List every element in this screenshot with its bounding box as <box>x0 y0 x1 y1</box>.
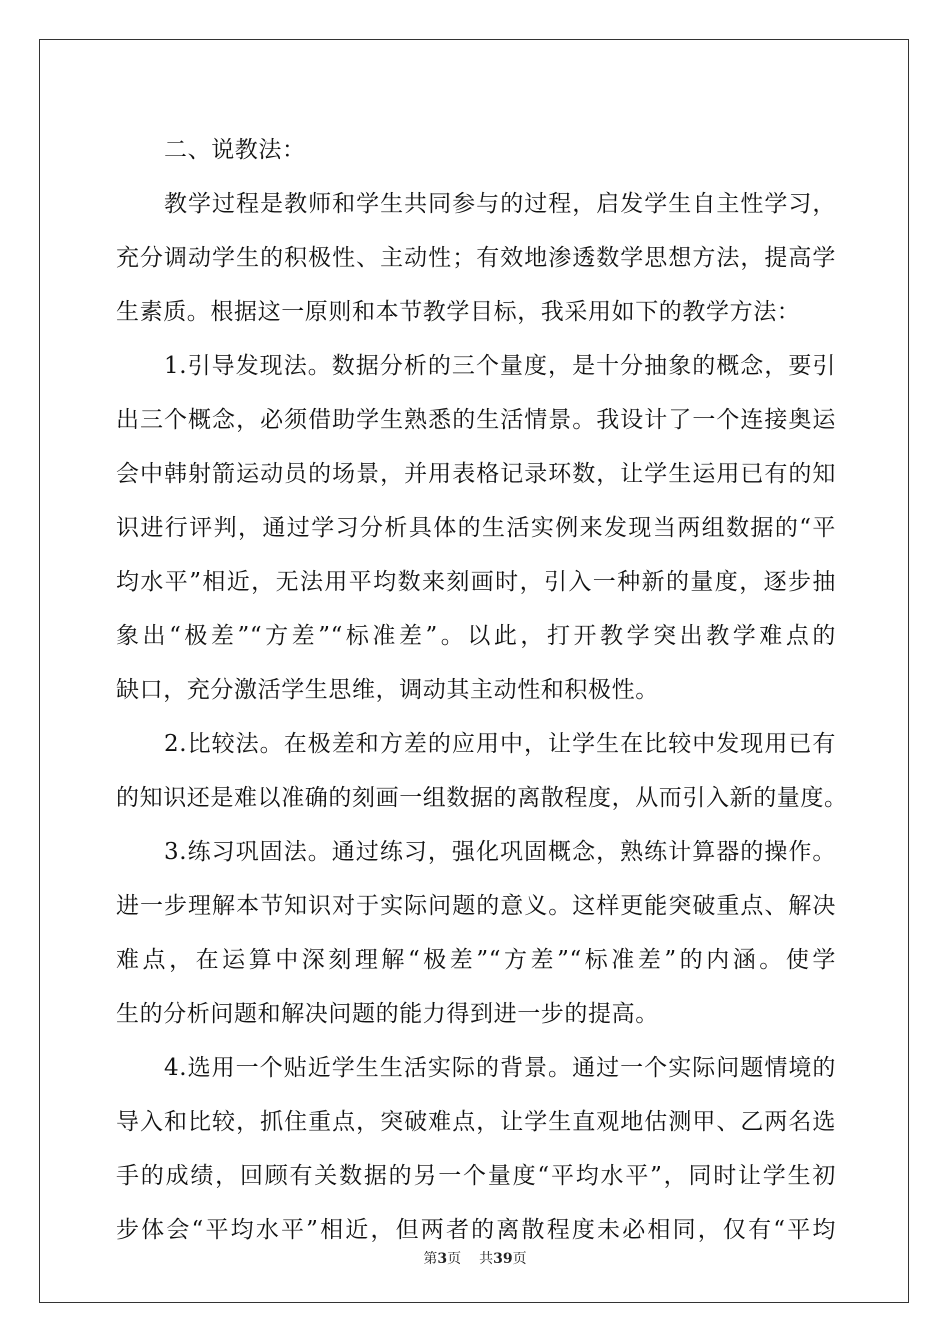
paragraph-line: 步体会“平均水平”相近，但两者的离散程度未必相同，仅有“平均 <box>116 1217 836 1243</box>
section-heading: 二、说教法： <box>164 137 306 163</box>
paragraph-line: 象出“极差”“方差”“标准差”。以此，打开教学突出教学难点的 <box>116 623 836 649</box>
paragraph-line: 生的分析问题和解决问题的能力得到进一步的提高。 <box>116 1001 659 1027</box>
paragraph-line: 难点，在运算中深刻理解“极差”“方差”“标准差”的内涵。使学 <box>116 947 836 973</box>
document-body <box>116 123 848 1257</box>
paragraph-line: 的知识还是难以准确的刻画一组数据的离散程度，从而引入新的量度。 <box>116 785 848 811</box>
paragraph-line: 2.比较法。在极差和方差的应用中，让学生在比较中发现用已有 <box>164 731 836 757</box>
paragraph-line: 生素质。根据这一原则和本节教学目标，我采用如下的教学方法： <box>116 299 801 325</box>
paragraph-line: 教学过程是教师和学生共同参与的过程，启发学生自主性学习， <box>164 191 836 217</box>
paragraph-line: 会中韩射箭运动员的场景，并用表格记录环数，让学生运用已有的知 <box>116 461 836 487</box>
paragraph-line: 充分调动学生的积极性、主动性；有效地渗透数学思想方法，提高学 <box>116 245 836 271</box>
total-pages: 39 <box>493 1251 513 1267</box>
page-suffix: 页 <box>447 1251 462 1267</box>
paragraph-line: 3.练习巩固法。通过练习，强化巩固概念，熟练计算器的操作。 <box>164 839 836 865</box>
paragraph-line: 4.选用一个贴近学生生活实际的背景。通过一个实际问题情境的 <box>164 1055 836 1081</box>
paragraph-line: 1.引导发现法。数据分析的三个量度，是十分抽象的概念，要引 <box>164 353 836 379</box>
paragraph-line: 导入和比较，抓住重点，突破难点，让学生直观地估测甲、乙两名选 <box>116 1109 836 1135</box>
paragraph-line: 进一步理解本节知识对于实际问题的意义。这样更能突破重点、解决 <box>116 893 836 919</box>
paragraph-line: 出三个概念，必须借助学生熟悉的生活情景。我设计了一个连接奥运 <box>116 407 836 433</box>
total-suffix: 页 <box>512 1251 527 1267</box>
paragraph-line: 识进行评判，通过学习分析具体的生活实例来发现当两组数据的“平 <box>116 515 836 541</box>
paragraph-line: 手的成绩，回顾有关数据的另一个量度“平均水平”，同时让学生初 <box>116 1163 836 1189</box>
page-footer <box>0 1248 950 1268</box>
paragraph-line: 均水平”相近，无法用平均数来刻画时，引入一种新的量度，逐步抽 <box>116 569 836 595</box>
total-prefix: 共 <box>479 1251 494 1267</box>
paragraph-line: 缺口，充分激活学生思维，调动其主动性和积极性。 <box>116 677 659 703</box>
page-number: 3 <box>437 1251 448 1267</box>
page-prefix: 第 <box>423 1251 438 1267</box>
